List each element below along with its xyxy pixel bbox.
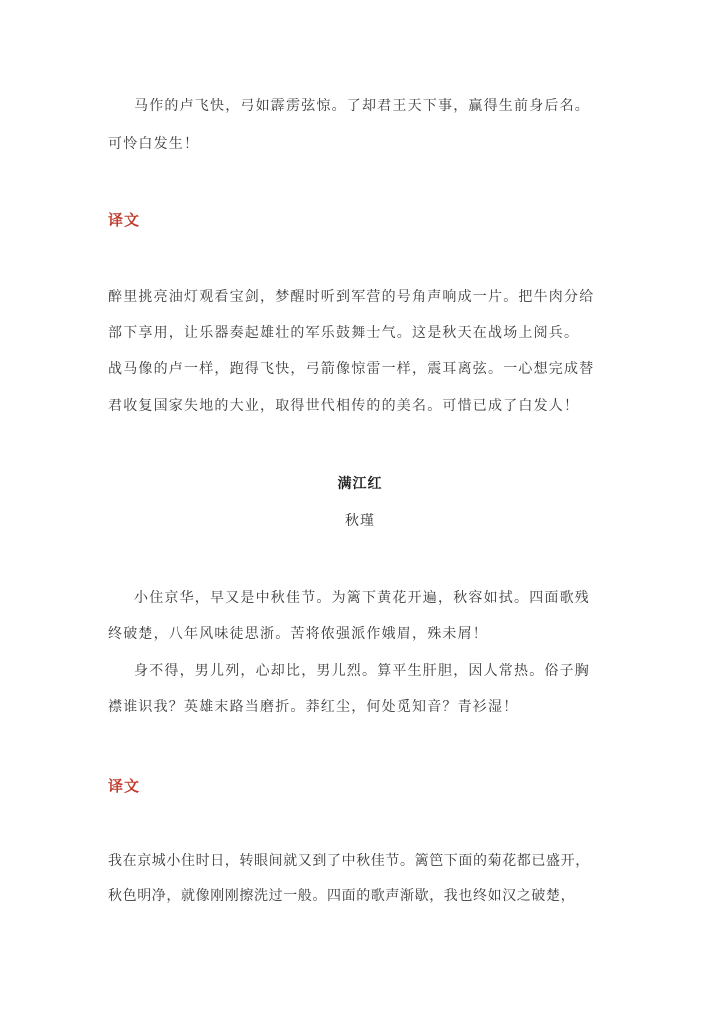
translation-heading: 译文: [108, 777, 141, 795]
translation-line: 战马像的卢一样，跑得飞快，弓箭像惊雷一样，震耳离弦。一心想完成替: [108, 361, 595, 377]
translation-line: 醉里挑亮油灯观看宝剑，梦醒时听到军营的号角声响成一片。把牛肉分给: [108, 289, 595, 305]
translation-heading: 译文: [108, 211, 141, 229]
translation-line: 我在京城小住时日，转眼间就又到了中秋佳节。篱笆下面的菊花都已盛开，: [108, 853, 590, 869]
translation-line: 君收复国家失地的大业，取得世代相传的的美名。可惜已成了白发人！: [108, 398, 580, 414]
poem1-line: 可怜白发生！: [108, 136, 200, 152]
poem2-line: 襟谁识我？英雄末路当磨折。莽红尘，何处觅知音？青衫湿！: [108, 699, 519, 715]
poem-title: 满江红: [337, 476, 383, 492]
translation-line: 秋色明净，就像刚刚擦洗过一般。四面的歌声渐歇，我也终如汉之破楚，: [108, 888, 576, 904]
translation-line: 部下享用，让乐器奏起雄壮的军乐鼓舞士气。这是秋天在战场上阅兵。: [108, 325, 580, 341]
poem2-line: 终破楚，八年风味徒思浙。苦将侬强派作娥眉，殊未屑！: [108, 626, 488, 642]
poem2-line: 身不得，男儿列，心却比，男儿烈。算平生肝胆，因人常热。俗子胸: [134, 663, 590, 679]
poem1-line: 马作的卢飞快，弓如霹雳弦惊。了却君王天下事，赢得生前身后名。: [134, 98, 590, 114]
poem-author: 秋瑾: [345, 513, 375, 529]
poem2-line: 小住京华，早又是中秋佳节。为篱下黄花开遍，秋容如拭。四面歌残: [134, 590, 590, 606]
